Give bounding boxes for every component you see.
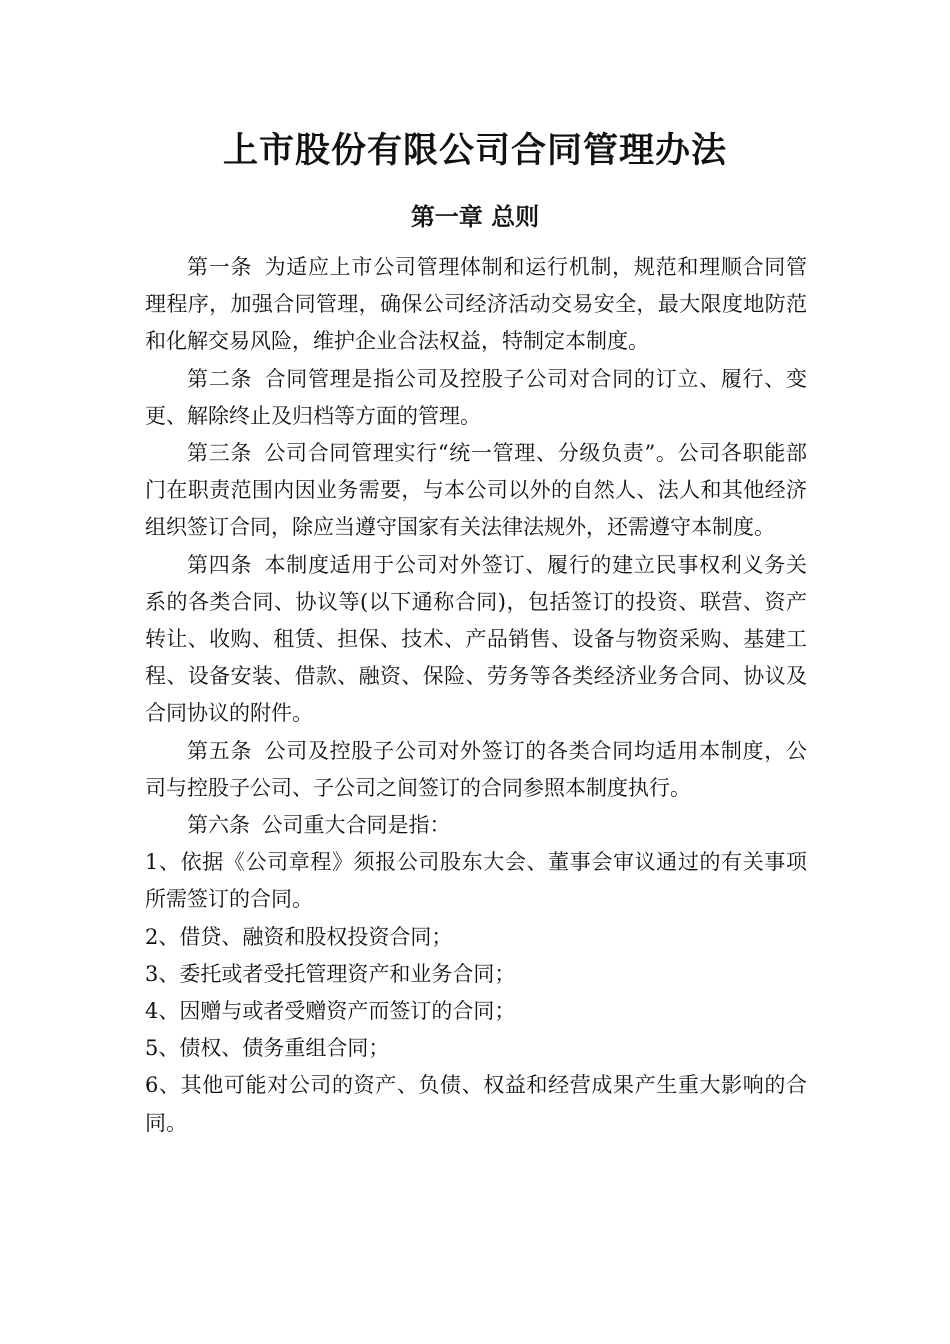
document-body [145,249,807,1142]
article-label: 第二条 [187,366,253,391]
article-text: 公司重大合同是指： [261,813,451,838]
article-1 [145,249,807,361]
article-label: 第三条 [187,441,253,466]
document-title: 上市股份有限公司合同管理办法 [222,130,727,171]
article-text: 公司及控股子公司对外签订的各类合同均适用本制度，公司与控股子公司、子公司之间签订的合同参照本制度执行。 [145,738,808,800]
article-label: 第四条 [187,552,253,577]
list-item: 2、借贷、融资和股权投资合同； [145,924,453,949]
list-item: 6、其他可能对公司的资产、负债、权益和经营成果产生重大影响的合同。 [145,1073,807,1135]
article-5 [145,733,807,807]
article-4 [145,547,807,733]
article-text: 本制度适用于公司对外签订、履行的建立民事权利义务关系的各类合同、协议等(以下通称合同)，包括签订的投资、联营、资产转让、收购、租赁、担保、技术、产品销售、设备与物资采购、基建工程、设备安装、借款、融资、保险、劳务等各类经济业务合同、协议及合同协议的附件。 [145,552,808,726]
list-item: 4、因赠与或者受赠资产而签订的合同； [145,999,516,1024]
article-2 [145,361,807,435]
chapter-heading: 第一章 总则 [410,202,540,231]
article-text: 合同管理是指公司及控股子公司对合同的订立、履行、变更、解除终止及归档等方面的管理。 [145,366,808,428]
article-label: 第五条 [187,738,253,763]
list-item: 5、债权、债务重组合同； [145,1036,390,1061]
article-label: 第一条 [187,255,253,279]
list-item: 3、委托或者受托管理资产和业务合同； [145,961,516,986]
article-text: 公司合同管理实行“统一管理、分级负责”。公司各职能部门在职责范围内因业务需要，与本公司以外的自然人、法人和其他经济组织签订合同，除应当遵守国家有关法律法规外，还需遵守本制度。 [145,441,807,540]
list-item: 1、依据《公司章程》须报公司股东大会、董事会审议通过的有关事项所需签订的合同。 [145,850,807,912]
article-text: 为适应上市公司管理体制和运行机制，规范和理顺合同管理程序，加强合同管理，确保公司经济活动交易安全，最大限度地防范和化解交易风险，维护企业合法权益，特制定本制度。 [145,255,808,354]
article-3 [145,435,807,547]
article-6 [145,807,807,844]
article-label: 第六条 [187,813,250,838]
